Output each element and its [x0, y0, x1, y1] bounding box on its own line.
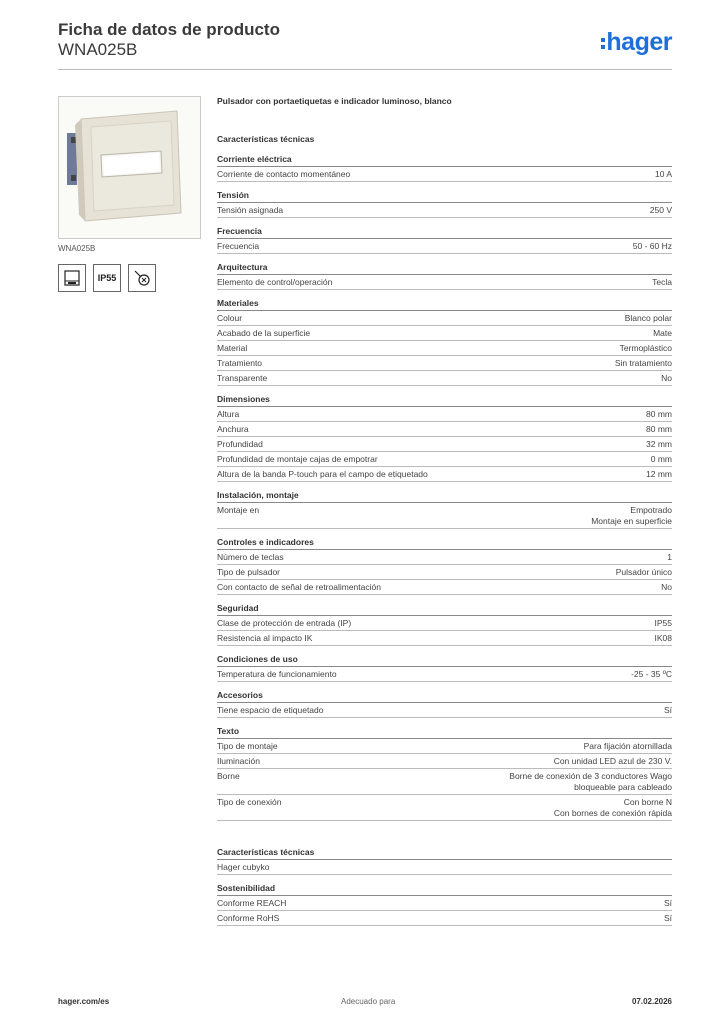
product-image	[58, 96, 201, 239]
section-heading: Arquitectura	[217, 254, 672, 275]
section-heading: Sostenibilidad	[217, 875, 672, 896]
spec-label: Altura	[217, 409, 240, 419]
spec-label: Frecuencia	[217, 241, 260, 251]
section-heading: Seguridad	[217, 595, 672, 616]
spec-label: Borne	[217, 771, 240, 781]
spec-row	[217, 769, 672, 795]
spec-label: Corriente de contacto momentáneo	[217, 169, 351, 179]
section-heading: Condiciones de uso	[217, 646, 672, 667]
spec-label: Tipo de conexión	[217, 797, 282, 807]
spec-value: 50 - 60 Hz	[632, 241, 672, 251]
document-title: Ficha de datos de producto	[58, 20, 280, 39]
spec-value: 1	[667, 552, 672, 562]
spec-sections	[217, 146, 672, 821]
spec-label: Tensión asignada	[217, 205, 284, 215]
ik-impact-icon	[128, 264, 156, 292]
spec-label: Material	[217, 343, 248, 353]
spec-value: 80 mm	[646, 409, 672, 419]
footer-note: Adecuado para	[341, 997, 396, 1006]
spec-label: Con contacto de señal de retroalimentación	[217, 582, 381, 592]
spec-value: Empotrado Montaje en superficie	[591, 505, 672, 526]
spec-value: Tecla	[652, 277, 672, 287]
section-heading: Texto	[217, 718, 672, 739]
spec-value: Borne de conexión de 3 conductores Wago bloqueable para cableado	[509, 771, 672, 792]
feature-badges	[58, 264, 156, 292]
spec-label: Conforme RoHS	[217, 913, 280, 923]
spec-sections-bottom	[217, 839, 672, 926]
spec-row	[217, 275, 672, 290]
section-heading: Materiales	[217, 290, 672, 311]
spec-label: Hager cubyko	[217, 862, 270, 872]
spec-row	[217, 422, 672, 437]
spec-value: No	[661, 373, 672, 383]
spec-row	[217, 326, 672, 341]
section-heading: Dimensiones	[217, 386, 672, 407]
spec-value: IP55	[654, 618, 672, 628]
spec-label: Tipo de montaje	[217, 741, 278, 751]
spec-label: Tratamiento	[217, 358, 263, 368]
spec-value: -25 - 35 ºC	[631, 669, 672, 679]
section-heading: Tensión	[217, 182, 672, 203]
spec-value: Sin tratamiento	[614, 358, 672, 368]
product-code: WNA025B	[58, 40, 138, 59]
spec-label: Transparente	[217, 373, 268, 383]
logo-dots-icon	[601, 35, 605, 52]
spec-value: 0 mm	[650, 454, 672, 464]
spec-row	[217, 239, 672, 254]
technical-characteristics-heading: Características técnicas	[217, 134, 315, 144]
section-heading: Corriente eléctrica	[217, 146, 672, 167]
spec-label: Colour	[217, 313, 243, 323]
spec-label: Tipo de pulsador	[217, 567, 281, 577]
spec-label: Profundidad de montaje cajas de empotrar	[217, 454, 378, 464]
spec-value: IK08	[654, 633, 672, 643]
section-heading: Accesorios	[217, 682, 672, 703]
section-heading: Instalación, montaje	[217, 482, 672, 503]
flush-box-icon	[58, 264, 86, 292]
spec-row	[217, 739, 672, 754]
spec-value: 80 mm	[646, 424, 672, 434]
footer-date: 07.02.2026	[631, 997, 672, 1006]
spec-label: Clase de protección de entrada (IP)	[217, 618, 352, 628]
section-heading: Frecuencia	[217, 218, 672, 239]
spec-row	[217, 371, 672, 386]
spec-value: Termoplástico	[619, 343, 672, 353]
spec-value: 10 A	[654, 169, 672, 179]
spec-row	[217, 311, 672, 326]
spec-value: Sí	[663, 913, 672, 923]
spec-value: Con unidad LED azul de 230 V.	[553, 756, 672, 766]
spec-row	[217, 203, 672, 218]
image-caption: WNA025B	[58, 244, 96, 253]
specifications	[217, 96, 672, 926]
spec-value: Sí	[663, 898, 672, 908]
spec-label: Altura de la banda P-touch para el campo de etiquetado	[217, 469, 428, 479]
spec-label: Temperatura de funcionamiento	[217, 669, 337, 679]
spec-row	[217, 580, 672, 595]
spec-label: Iluminación	[217, 756, 260, 766]
page-header	[58, 20, 672, 70]
spec-row	[217, 754, 672, 769]
spec-row	[217, 356, 672, 371]
spec-label: Anchura	[217, 424, 249, 434]
spec-row	[217, 911, 672, 926]
spec-row	[217, 860, 672, 875]
spec-value: Pulsador único	[615, 567, 672, 577]
spec-row	[217, 616, 672, 631]
spec-value: 250 V	[649, 205, 672, 215]
spec-label: Resistencia al impacto IK	[217, 633, 313, 643]
spec-row	[217, 896, 672, 911]
spec-row	[217, 795, 672, 821]
spec-value: Para fijación atornillada	[583, 741, 672, 751]
spec-label: Acabado de la superficie	[217, 328, 311, 338]
product-description: Pulsador con portaetiquetas e indicador luminoso, blanco	[217, 96, 452, 106]
spec-row	[217, 407, 672, 422]
ip55-badge: IP55	[93, 264, 121, 292]
spec-label: Profundidad	[217, 439, 263, 449]
spec-row	[217, 703, 672, 718]
spec-value: Blanco polar	[624, 313, 672, 323]
spec-row	[217, 631, 672, 646]
spec-value: Con borne N Con bornes de conexión rápida	[553, 797, 672, 818]
spec-row	[217, 565, 672, 580]
spec-row	[217, 437, 672, 452]
spec-label: Conforme REACH	[217, 898, 287, 908]
spec-value: Mate	[653, 328, 672, 338]
spec-label: Elemento de control/operación	[217, 277, 333, 287]
footer-website: hager.com/es	[58, 997, 110, 1006]
spec-row	[217, 550, 672, 565]
spec-value: No	[661, 582, 672, 592]
spec-row	[217, 503, 672, 529]
header-divider	[58, 69, 672, 70]
spec-row	[217, 667, 672, 682]
spec-value: 12 mm	[646, 469, 672, 479]
spec-row	[217, 467, 672, 482]
spec-row	[217, 341, 672, 356]
spec-label: Montaje en	[217, 505, 260, 515]
spec-value: Sí	[663, 705, 672, 715]
spec-label: Tiene espacio de etiquetado	[217, 705, 324, 715]
spec-row	[217, 452, 672, 467]
spec-row	[217, 167, 672, 182]
spec-label: Número de teclas	[217, 552, 284, 562]
section-heading: Características técnicas	[217, 839, 672, 860]
section-heading: Controles e indicadores	[217, 529, 672, 550]
hager-logo: hager	[601, 28, 672, 57]
spec-value: 32 mm	[646, 439, 672, 449]
